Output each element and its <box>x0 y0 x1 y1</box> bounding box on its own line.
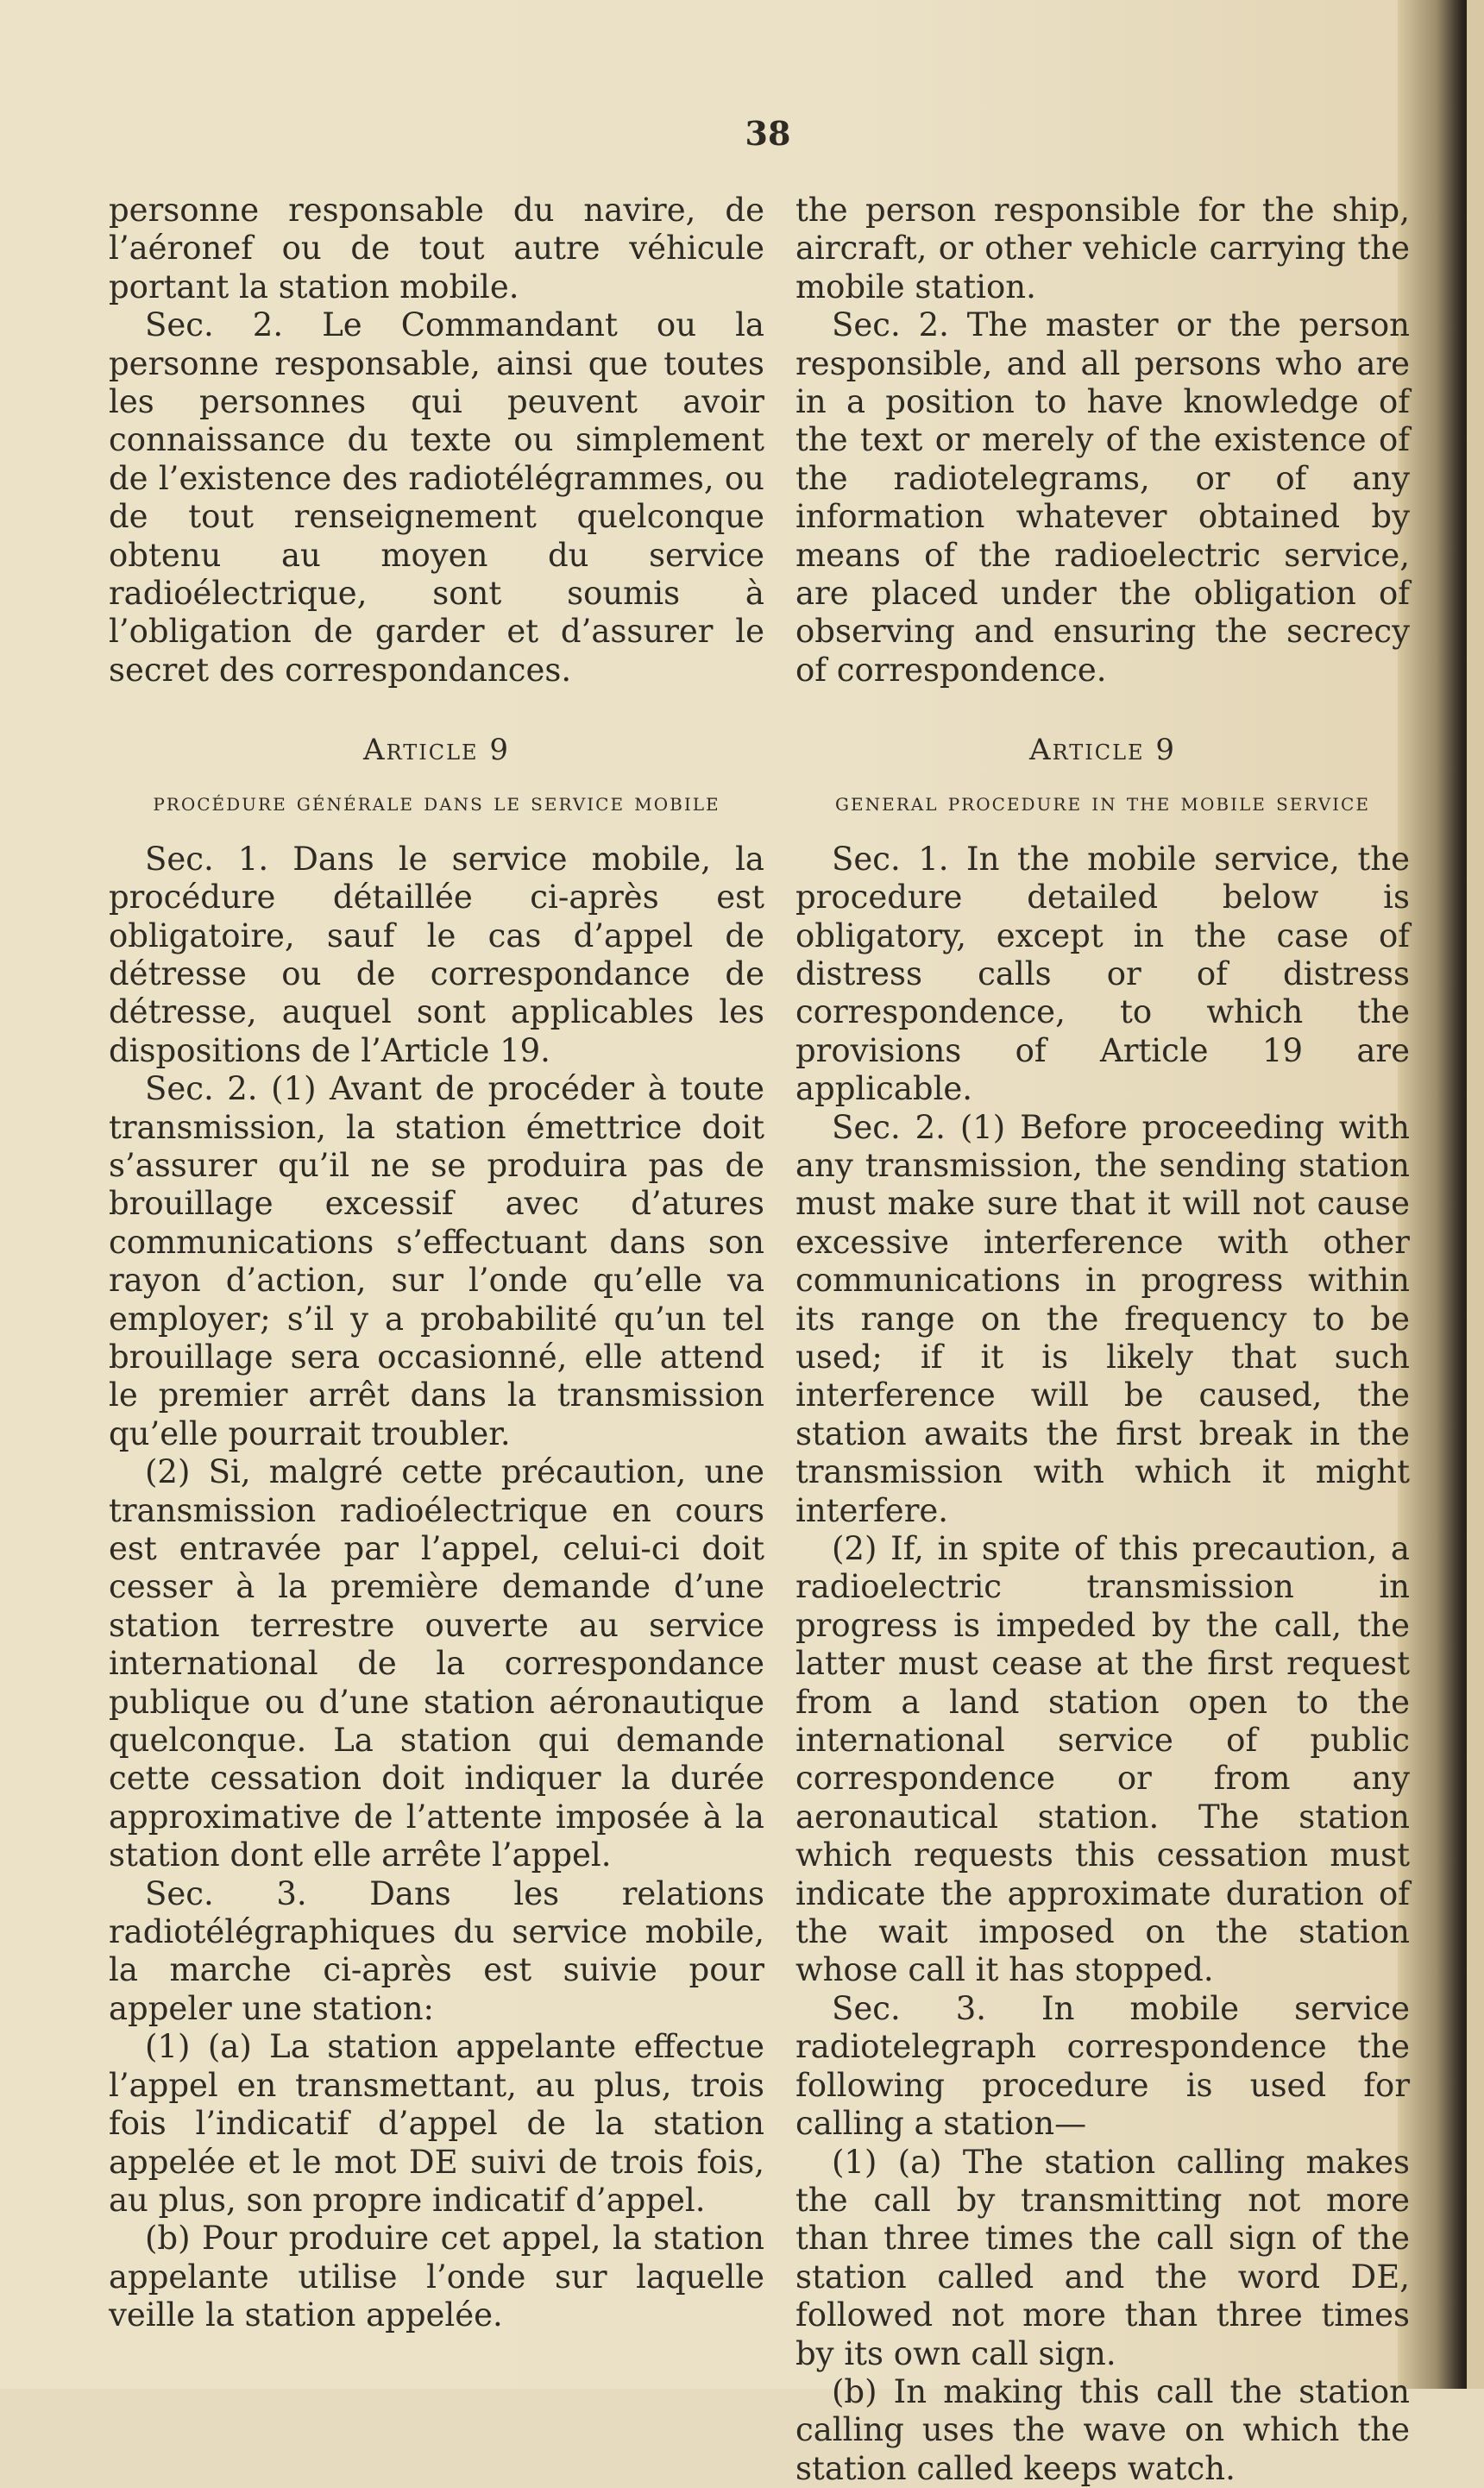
en-art9-section-2-2: (2) If, in spite of this precaution, a radioelectric transmission in progress is impeded by the call, the latter must cease at the first request from a land station open to the international service of public correspondence or from any aeronautical station. The station which requests this cessation must indicate the approximate duration of the wait imposed on the station whose call it has stopped. <box>795 1530 1410 1989</box>
fr-art9-section-3-1b: (b) Pour produire cet appel, la station appelante utilise l’onde sur laquelle veille la station appelée. <box>109 2220 764 2334</box>
en-art9-section-3: Sec. 3. In mobile service radiotelegraph correspondence the following procedure is used for calling a station— <box>795 1989 1410 2143</box>
fr-paragraph-continuation: personne responsable du navire, de l’aéronef ou de tout autre véhicule portant la station mobile. <box>109 192 764 305</box>
fr-art9-section-3-1a: (1) (a) La station appelante effectue l’appel en transmettant, au plus, trois fois l’indicatif d’appel de la station appelée et le mot DE suivi de trois fois, au plus, son propre indicatif d’appel. <box>109 2028 764 2219</box>
adjacent-page-edge <box>1467 0 1484 2389</box>
fr-article-title: Article 9 <box>363 733 510 768</box>
fr-art9-section-2-2: (2) Si, malgré cette précaution, une transmission radioélectrique en cours est entravée par l’appel, celui-ci doit cesser à la première demande d’une station terrestre ouverte au service international de la correspondance publique ou d’une station aéronautique quelconque. La station qui demande cette cessation doit indiquer la durée approximative de l’attente imposée à la station dont elle arrête l’appel. <box>109 1453 764 1874</box>
en-article-subtitle: general procedure in the mobile service <box>835 786 1370 816</box>
fr-article-subtitle: procédure générale dans le service mobile <box>153 786 720 816</box>
en-article-title: Article 9 <box>1029 733 1176 768</box>
fr-section-2: Sec. 2. Le Commandant ou la personne responsable, ainsi que toutes les personnes qui peuvent avoir connaissance du texte ou simplement de l’existence des radiotélégrammes, ou de tout renseignement quelconque obtenu au moyen du service radioélectrique, sont soumis à l’obligation de garder et d’assurer le secret des correspondances. <box>109 306 764 689</box>
french-column <box>109 192 764 2335</box>
en-art9-section-1: Sec. 1. In the mobile service, the procedure detailed below is obligatory, except in the case of distress calls or of distress correspondence, to which the provisions of Article 19 are applicable. <box>795 840 1410 1108</box>
page-number: 38 <box>745 114 791 153</box>
fr-art9-section-3: Sec. 3. Dans les relations radiotélégraphiques du service mobile, la marche ci-après est suivie pour appeler une station: <box>109 1874 764 2027</box>
fr-art9-section-1: Sec. 1. Dans le service mobile, la procédure détaillée ci-après est obligatoire, sauf le cas d’appel de détresse ou de correspondance de détresse, auquel sont applicables les dispositions de l’Article 19. <box>109 840 764 1069</box>
en-paragraph-continuation: the person responsible for the ship, aircraft, or other vehicle carrying the mobile station. <box>795 192 1410 305</box>
en-art9-section-3-1b: (b) In making this call the station calling uses the wave on which the station called keeps watch. <box>795 2372 1410 2487</box>
en-section-2: Sec. 2. The master or the person responsible, and all persons who are in a position to have knowledge of the text or merely of the existence of the radiotelegrams, or of any information whatever obtained by means of the radioelectric service, are placed under the obligation of observing and ensuring the secrecy of correspondence. <box>795 306 1410 689</box>
english-column <box>795 192 1410 2488</box>
fr-art9-section-2-1: Sec. 2. (1) Avant de procéder à toute transmission, la station émettrice doit s’assurer qu’il ne se produira pas de brouillage excessif avec d’atures communications s’effectuant dans son rayon d’action, sur l’onde qu’elle va employer; s’il y a probabilité qu’un tel brouillage sera occasionné, elle attend le premier arrêt dans la transmission qu’elle pourrait troubler. <box>109 1070 764 1452</box>
en-art9-section-2-1: Sec. 2. (1) Before proceeding with any transmission, the sending station must make sure that it will not cause excessive interference with other communications in progress within its range on the frequency to be used; if it is likely that such interference will be caused, the station awaits the first break in the transmission with which it might interfere. <box>795 1108 1410 1529</box>
en-art9-section-3-1a: (1) (a) The station calling makes the call by transmitting not more than three times the call sign of the station called and the word DE, followed not more than three times by its own call sign. <box>795 2143 1410 2372</box>
